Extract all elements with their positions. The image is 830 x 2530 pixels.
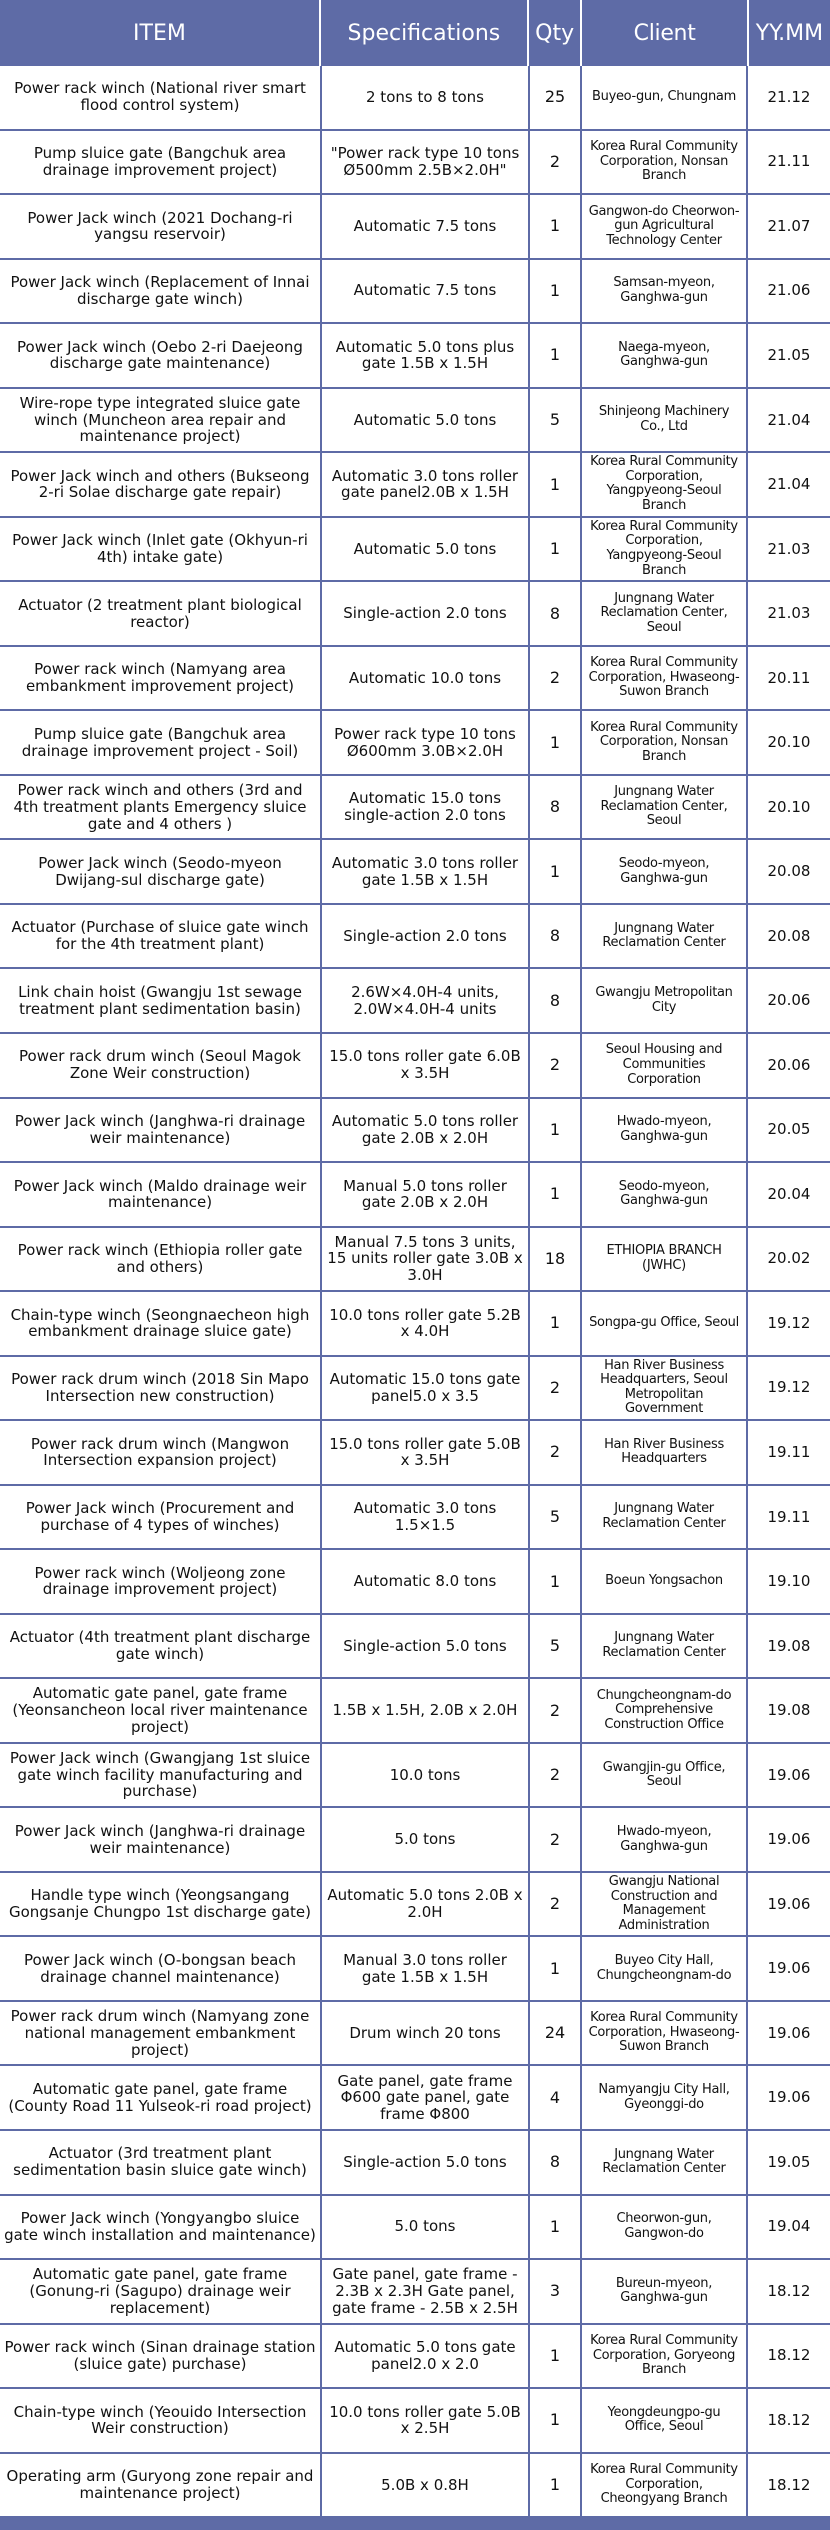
- cell-qty: 1: [530, 711, 582, 774]
- cell-item: Power rack winch (Woljeong zone drainage improvement project): [0, 1550, 322, 1613]
- cell-specifications: Automatic 3.0 tons roller gate 1.5B x 1.5H: [322, 840, 530, 903]
- cell-qty: 2: [530, 1744, 582, 1807]
- table-row: [0, 2002, 830, 2067]
- table-row: [0, 1550, 830, 1615]
- cell-item: Automatic gate panel, gate frame (County Road 11 Yulseok-ri road project): [0, 2066, 322, 2129]
- cell-specifications: 10.0 tons: [322, 1744, 530, 1807]
- cell-qty: 1: [530, 1163, 582, 1226]
- table-row: [0, 969, 830, 1034]
- cell-qty: 8: [530, 776, 582, 839]
- cell-specifications: Single-action 2.0 tons: [322, 905, 530, 968]
- cell-date: 18.12: [767, 2346, 811, 2365]
- header-date: YY.MM: [755, 20, 824, 46]
- cell-qty: 1: [530, 1937, 582, 2000]
- cell-date: 21.04: [767, 410, 811, 429]
- cell-client: Chungcheongnam-do Comprehensive Construction Office: [582, 1679, 748, 1742]
- cell-item: Power Jack winch (Inlet gate (Okhyun-ri 4th) intake gate): [0, 518, 322, 581]
- cell-client: Hwado-myeon, Ganghwa-gun: [582, 1099, 748, 1162]
- cell-specifications: Gate panel, gate frame - 2.3B x 2.3H Gate panel, gate frame - 2.5B x 2.5H: [322, 2260, 530, 2323]
- table-row: [0, 1099, 830, 1164]
- cell-qty: 2: [530, 131, 582, 194]
- cell-item: Power Jack winch (Oebo 2-ri Daejeong discharge gate maintenance): [0, 324, 322, 387]
- cell-item: Power Jack winch and others (Bukseong 2-ri Solae discharge gate repair): [0, 453, 322, 516]
- cell-client: Cheorwon-gun, Gangwon-do: [582, 2196, 748, 2259]
- cell-item: Link chain hoist (Gwangju 1st sewage treatment plant sedimentation basin): [0, 969, 322, 1032]
- cell-client: Korea Rural Community Corporation, Nonsan Branch: [582, 711, 748, 774]
- table-row: [0, 453, 830, 518]
- cell-specifications: Single-action 5.0 tons: [322, 1615, 530, 1678]
- cell-specifications: 15.0 tons roller gate 6.0B x 3.5H: [322, 1034, 530, 1097]
- table-row: [0, 1357, 830, 1422]
- cell-qty: 1: [530, 2196, 582, 2259]
- cell-specifications: 10.0 tons roller gate 5.2B x 4.0H: [322, 1292, 530, 1355]
- table-row: [0, 1615, 830, 1680]
- cell-date: 21.04: [767, 475, 811, 494]
- cell-qty: 1: [530, 518, 582, 581]
- cell-item: Actuator (2 treatment plant biological reactor): [0, 582, 322, 645]
- cell-item: Operating arm (Guryong zone repair and maintenance project): [0, 2454, 322, 2517]
- cell-qty: 8: [530, 2131, 582, 2194]
- cell-date: 21.05: [767, 345, 811, 364]
- table-row: [0, 1679, 830, 1744]
- cell-item: Actuator (4th treatment plant discharge gate winch): [0, 1615, 322, 1678]
- cell-item: Power rack drum winch (Mangwon Intersection expansion project): [0, 1421, 322, 1484]
- table-row: [0, 1228, 830, 1293]
- table-body: [0, 66, 830, 2518]
- table-row: [0, 389, 830, 454]
- cell-date: 18.12: [767, 2410, 811, 2429]
- cell-qty: 2: [530, 1034, 582, 1097]
- cell-date: 19.10: [767, 1572, 811, 1591]
- cell-specifications: Automatic 5.0 tons: [322, 389, 530, 452]
- cell-date: 19.11: [767, 1443, 811, 1462]
- cell-date: 20.06: [767, 991, 811, 1010]
- cell-date: 21.07: [767, 216, 811, 235]
- cell-date: 20.08: [767, 862, 811, 881]
- cell-specifications: 10.0 tons roller gate 5.0B x 2.5H: [322, 2389, 530, 2452]
- cell-item: Pump sluice gate (Bangchuk area drainage improvement project): [0, 131, 322, 194]
- cell-date: 20.10: [767, 797, 811, 816]
- cell-qty: 1: [530, 1550, 582, 1613]
- table-row: [0, 1873, 830, 1938]
- cell-date: 20.06: [767, 1055, 811, 1074]
- cell-date: 21.12: [767, 87, 811, 106]
- header-specifications: Specifications: [321, 0, 529, 66]
- cell-client: Korea Rural Community Corporation, Yangpyeong-Seoul Branch: [582, 453, 748, 516]
- cell-item: Power rack drum winch (2018 Sin Mapo Intersection new construction): [0, 1357, 322, 1420]
- table-row: [0, 1292, 830, 1357]
- cell-client: Korea Rural Community Corporation, Goryeong Branch: [582, 2325, 748, 2388]
- cell-client: Han River Business Headquarters: [582, 1421, 748, 1484]
- cell-item: Power rack winch (Namyang area embankment improvement project): [0, 647, 322, 710]
- table-row: [0, 260, 830, 325]
- cell-specifications: Automatic 5.0 tons 2.0B x 2.0H: [322, 1873, 530, 1936]
- table-header: [0, 0, 830, 66]
- cell-date: 19.11: [767, 1507, 811, 1526]
- cell-date: 19.06: [767, 1894, 811, 1913]
- cell-qty: 5: [530, 1486, 582, 1549]
- cell-qty: 1: [530, 195, 582, 258]
- table-row: [0, 1937, 830, 2002]
- table-row: [0, 2196, 830, 2261]
- table-row: [0, 131, 830, 196]
- cell-qty: 1: [530, 324, 582, 387]
- cell-client: Korea Rural Community Corporation, Hwaseong-Suwon Branch: [582, 2002, 748, 2065]
- cell-item: Power Jack winch (Yongyangbo sluice gate winch installation and maintenance): [0, 2196, 322, 2259]
- cell-specifications: Automatic 10.0 tons: [322, 647, 530, 710]
- cell-client: Seodo-myeon, Ganghwa-gun: [582, 1163, 748, 1226]
- header-qty: Qty: [529, 0, 583, 66]
- cell-date: 20.05: [767, 1120, 811, 1139]
- cell-specifications: Automatic 7.5 tons: [322, 195, 530, 258]
- cell-client: Han River Business Headquarters, Seoul Metropolitan Government: [582, 1357, 748, 1420]
- cell-qty: 8: [530, 969, 582, 1032]
- cell-specifications: Automatic 3.0 tons 1.5×1.5: [322, 1486, 530, 1549]
- cell-qty: 5: [530, 1615, 582, 1678]
- cell-client: Jungnang Water Reclamation Center, Seoul: [582, 582, 748, 645]
- table-row: [0, 776, 830, 841]
- table-row: [0, 66, 830, 131]
- cell-client: Seoul Housing and Communities Corporation: [582, 1034, 748, 1097]
- cell-qty: 25: [530, 66, 582, 129]
- cell-qty: 2: [530, 1808, 582, 1871]
- table-row: [0, 1808, 830, 1873]
- cell-specifications: 1.5B x 1.5H, 2.0B x 2.0H: [322, 1679, 530, 1742]
- cell-item: Power rack winch and others (3rd and 4th treatment plants Emergency sluice gate and 4 others ): [0, 776, 322, 839]
- cell-qty: 1: [530, 1099, 582, 1162]
- cell-item: Wire-rope type integrated sluice gate winch (Muncheon area repair and maintenance project): [0, 389, 322, 452]
- table-row: [0, 647, 830, 712]
- cell-date: 19.08: [767, 1701, 811, 1720]
- cell-specifications: 5.0 tons: [322, 1808, 530, 1871]
- cell-qty: 1: [530, 2389, 582, 2452]
- cell-date: 19.06: [767, 2088, 811, 2107]
- cell-client: Bureun-myeon, Ganghwa-gun: [582, 2260, 748, 2323]
- cell-date: 20.08: [767, 926, 811, 945]
- cell-specifications: 2.6W×4.0H-4 units, 2.0W×4.0H-4 units: [322, 969, 530, 1032]
- cell-date: 19.04: [767, 2217, 811, 2236]
- header-client: Client: [582, 0, 748, 66]
- cell-item: Automatic gate panel, gate frame (Yeonsancheon local river maintenance project): [0, 1679, 322, 1742]
- cell-specifications: Drum winch 20 tons: [322, 2002, 530, 2065]
- cell-client: Gwangju National Construction and Management Administration: [582, 1873, 748, 1936]
- cell-client: Korea Rural Community Corporation, Cheongyang Branch: [582, 2454, 748, 2517]
- cell-date: 19.12: [767, 1313, 811, 1332]
- cell-item: Power Jack winch (Seodo-myeon Dwijang-sul discharge gate): [0, 840, 322, 903]
- cell-specifications: Automatic 5.0 tons: [322, 518, 530, 581]
- cell-date: 18.12: [767, 2281, 811, 2300]
- cell-item: Power Jack winch (Procurement and purchase of 4 types of winches): [0, 1486, 322, 1549]
- cell-specifications: Single-action 2.0 tons: [322, 582, 530, 645]
- cell-client: Seodo-myeon, Ganghwa-gun: [582, 840, 748, 903]
- cell-item: Actuator (Purchase of sluice gate winch for the 4th treatment plant): [0, 905, 322, 968]
- cell-item: Power Jack winch (Maldo drainage weir maintenance): [0, 1163, 322, 1226]
- cell-specifications: Automatic 5.0 tons gate panel2.0 x 2.0: [322, 2325, 530, 2388]
- cell-date: 19.08: [767, 1636, 811, 1655]
- cell-client: Korea Rural Community Corporation, Hwaseong-Suwon Branch: [582, 647, 748, 710]
- table-row: [0, 324, 830, 389]
- cell-specifications: 5.0 tons: [322, 2196, 530, 2259]
- cell-item: Power rack drum winch (Namyang zone national management embankment project): [0, 2002, 322, 2065]
- cell-qty: 18: [530, 1228, 582, 1291]
- cell-item: Power Jack winch (2021 Dochang-ri yangsu reservoir): [0, 195, 322, 258]
- cell-date: 21.03: [767, 539, 811, 558]
- table-row: [0, 905, 830, 970]
- table-footer-bar: [0, 2518, 830, 2530]
- cell-qty: 8: [530, 582, 582, 645]
- cell-item: Chain-type winch (Yeouido Intersection Weir construction): [0, 2389, 322, 2452]
- cell-date: 20.11: [767, 668, 811, 687]
- cell-client: Jungnang Water Reclamation Center: [582, 1615, 748, 1678]
- cell-item: Power Jack winch (Janghwa-ri drainage weir maintenance): [0, 1808, 322, 1871]
- cell-client: Shinjeong Machinery Co., Ltd: [582, 389, 748, 452]
- table-row: [0, 2325, 830, 2390]
- table-row: [0, 1163, 830, 1228]
- cell-item: Handle type winch (Yeongsangang Gongsanje Chungpo 1st discharge gate): [0, 1873, 322, 1936]
- cell-client: Gwangju Metropolitan City: [582, 969, 748, 1032]
- cell-qty: 3: [530, 2260, 582, 2323]
- cell-client: Songpa-gu Office, Seoul: [582, 1292, 748, 1355]
- table-row: [0, 195, 830, 260]
- table-row: [0, 518, 830, 583]
- cell-qty: 1: [530, 1292, 582, 1355]
- cell-specifications: Automatic 3.0 tons roller gate panel2.0B x 1.5H: [322, 453, 530, 516]
- cell-client: Jungnang Water Reclamation Center: [582, 905, 748, 968]
- cell-item: Power Jack winch (Janghwa-ri drainage weir maintenance): [0, 1099, 322, 1162]
- cell-item: Pump sluice gate (Bangchuk area drainage improvement project - Soil): [0, 711, 322, 774]
- cell-client: Buyeo City Hall, Chungcheongnam-do: [582, 1937, 748, 2000]
- cell-item: Power Jack winch (Gwangjang 1st sluice gate winch facility manufacturing and purchase): [0, 1744, 322, 1807]
- cell-client: Buyeo-gun, Chungnam: [582, 66, 748, 129]
- cell-specifications: Manual 5.0 tons roller gate 2.0B x 2.0H: [322, 1163, 530, 1226]
- cell-qty: 8: [530, 905, 582, 968]
- cell-client: Jungnang Water Reclamation Center: [582, 1486, 748, 1549]
- cell-client: Gwangjin-gu Office, Seoul: [582, 1744, 748, 1807]
- cell-item: Chain-type winch (Seongnaecheon high embankment drainage sluice gate): [0, 1292, 322, 1355]
- table-row: [0, 840, 830, 905]
- cell-qty: 2: [530, 1873, 582, 1936]
- cell-specifications: Manual 3.0 tons roller gate 1.5B x 1.5H: [322, 1937, 530, 2000]
- cell-item: Actuator (3rd treatment plant sedimentation basin sluice gate winch): [0, 2131, 322, 2194]
- table-row: [0, 1744, 830, 1809]
- table-row: [0, 711, 830, 776]
- cell-specifications: Gate panel, gate frame Φ600 gate panel, gate frame Φ800: [322, 2066, 530, 2129]
- cell-item: Power rack drum winch (Seoul Magok Zone Weir construction): [0, 1034, 322, 1097]
- cell-specifications: Power rack type 10 tons Ø600mm 3.0B×2.0H: [322, 711, 530, 774]
- cell-specifications: Automatic 5.0 tons plus gate 1.5B x 1.5H: [322, 324, 530, 387]
- cell-qty: 1: [530, 840, 582, 903]
- cell-qty: 24: [530, 2002, 582, 2065]
- cell-qty: 1: [530, 2454, 582, 2517]
- cell-specifications: 15.0 tons roller gate 5.0B x 3.5H: [322, 1421, 530, 1484]
- cell-client: Naega-myeon, Ganghwa-gun: [582, 324, 748, 387]
- table-row: [0, 2260, 830, 2325]
- cell-date: 21.06: [767, 281, 811, 300]
- cell-qty: 4: [530, 2066, 582, 2129]
- cell-item: Automatic gate panel, gate frame (Gonung-ri (Sagupo) drainage weir replacement): [0, 2260, 322, 2323]
- cell-date: 20.02: [767, 1249, 811, 1268]
- table-row: [0, 2066, 830, 2131]
- table-row: [0, 1034, 830, 1099]
- cell-item: Power rack winch (Ethiopia roller gate and others): [0, 1228, 322, 1291]
- cell-client: Samsan-myeon, Ganghwa-gun: [582, 260, 748, 323]
- table-row: [0, 2389, 830, 2454]
- cell-date: 19.06: [767, 1830, 811, 1849]
- cell-date: 19.05: [767, 2152, 811, 2171]
- cell-date: 21.11: [767, 152, 811, 171]
- header-item: ITEM: [0, 0, 321, 66]
- cell-specifications: Automatic 15.0 tons gate panel5.0 x 3.5: [322, 1357, 530, 1420]
- cell-date: 19.12: [767, 1378, 811, 1397]
- cell-qty: 5: [530, 389, 582, 452]
- table-row: [0, 582, 830, 647]
- cell-item: Power rack winch (Sinan drainage station (sluice gate) purchase): [0, 2325, 322, 2388]
- table-row: [0, 1421, 830, 1486]
- cell-date: 19.06: [767, 1959, 811, 1978]
- cell-specifications: Manual 7.5 tons 3 units, 15 units roller gate 3.0B x 3.0H: [322, 1228, 530, 1291]
- cell-specifications: Automatic 7.5 tons: [322, 260, 530, 323]
- cell-date: 19.06: [767, 1765, 811, 1784]
- cell-qty: 2: [530, 1679, 582, 1742]
- cell-client: Gangwon-do Cheorwon-gun Agricultural Technology Center: [582, 195, 748, 258]
- cell-qty: 2: [530, 1421, 582, 1484]
- table-row: [0, 2454, 830, 2519]
- cell-specifications: 2 tons to 8 tons: [322, 66, 530, 129]
- cell-specifications: Automatic 8.0 tons: [322, 1550, 530, 1613]
- cell-client: ETHIOPIA BRANCH (JWHC): [582, 1228, 748, 1291]
- cell-specifications: Automatic 5.0 tons roller gate 2.0B x 2.0H: [322, 1099, 530, 1162]
- cell-item: Power Jack winch (Replacement of Innai discharge gate winch): [0, 260, 322, 323]
- cell-client: Jungnang Water Reclamation Center, Seoul: [582, 776, 748, 839]
- cell-qty: 1: [530, 2325, 582, 2388]
- cell-qty: 1: [530, 260, 582, 323]
- cell-specifications: 5.0B x 0.8H: [322, 2454, 530, 2517]
- cell-client: Jungnang Water Reclamation Center: [582, 2131, 748, 2194]
- cell-qty: 2: [530, 647, 582, 710]
- cell-date: 21.03: [767, 604, 811, 623]
- cell-specifications: Automatic 15.0 tons single-action 2.0 tons: [322, 776, 530, 839]
- cell-client: Boeun Yongsachon: [582, 1550, 748, 1613]
- cell-date: 20.10: [767, 733, 811, 752]
- cell-date: 20.04: [767, 1184, 811, 1203]
- table-row: [0, 1486, 830, 1551]
- table-row: [0, 2131, 830, 2196]
- cell-client: Korea Rural Community Corporation, Yangpyeong-Seoul Branch: [582, 518, 748, 581]
- cell-specifications: Single-action 5.0 tons: [322, 2131, 530, 2194]
- cell-qty: 2: [530, 1357, 582, 1420]
- cell-qty: 1: [530, 453, 582, 516]
- cell-date: 18.12: [767, 2475, 811, 2494]
- cell-client: Yeongdeungpo-gu Office, Seoul: [582, 2389, 748, 2452]
- cell-specifications: "Power rack type 10 tons Ø500mm 2.5B×2.0H": [322, 131, 530, 194]
- cell-item: Power Jack winch (O-bongsan beach drainage channel maintenance): [0, 1937, 322, 2000]
- cell-client: Namyangju City Hall, Gyeonggi-do: [582, 2066, 748, 2129]
- cell-client: Korea Rural Community Corporation, Nonsan Branch: [582, 131, 748, 194]
- cell-client: Hwado-myeon, Ganghwa-gun: [582, 1808, 748, 1871]
- cell-date: 19.06: [767, 2023, 811, 2042]
- cell-item: Power rack winch (National river smart flood control system): [0, 66, 322, 129]
